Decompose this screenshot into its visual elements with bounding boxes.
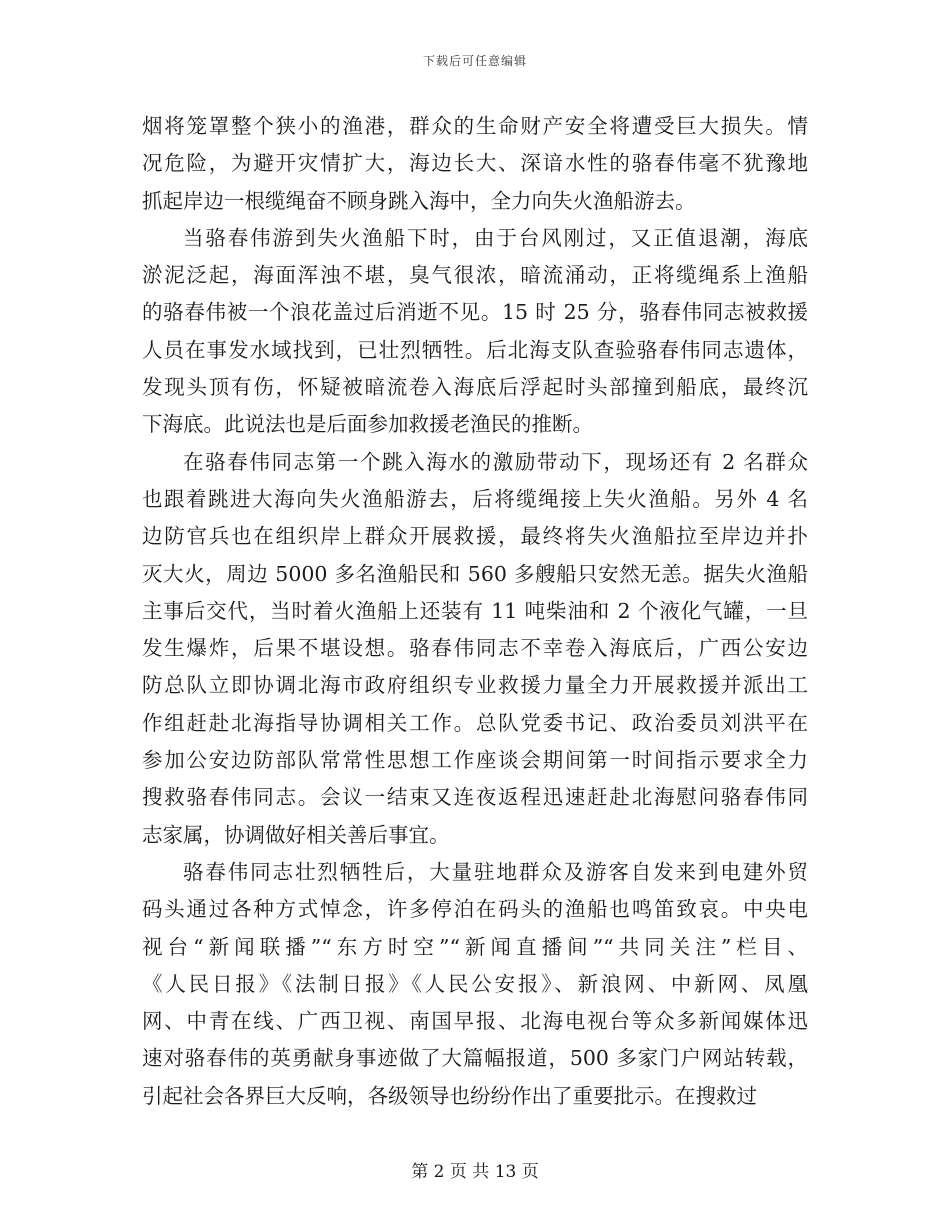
document-body <box>142 108 808 1115</box>
text-line: 《人民日报》《法制日报》《人民公安报》、新浪网、中新网、凤凰 <box>142 971 808 996</box>
paragraph <box>142 444 808 854</box>
text-line: 作组赶赴北海指导协调相关工作。总队党委书记、政治委员刘洪平在 <box>142 710 808 735</box>
text-line: 淤泥泛起，海面浑浊不堪，臭气很浓，暗流涌动，正将缆绳系上渔船 <box>142 263 808 288</box>
text-line: 况危险，为避开灾情扩大，海边长大、深谙水性的骆春伟毫不犹豫地 <box>142 151 808 176</box>
paragraph <box>142 220 808 444</box>
text-line: 抓起岸边一根缆绳奋不顾身跳入海中，全力向失火渔船游去。 <box>142 188 696 213</box>
text-line: 人员在事发水域找到，已壮烈牺牲。后北海支队查验骆春伟同志遗体， <box>142 337 808 362</box>
text-line: 引起社会各界巨大反响，各级领导也纷纷作出了重要批示。在搜救过 <box>142 1083 757 1108</box>
text-line: 在骆春伟同志第一个跳入海水的激励带动下，现场还有 2 名群众 <box>183 449 808 474</box>
text-line: 灭大火，周边 5000 多名渔船民和 560 多艘船只安然无恙。据失火渔船 <box>142 561 808 586</box>
page-header: 下载后可任意编辑 <box>422 54 527 68</box>
text-line: 参加公安边防部队常常性思想工作座谈会期间第一时间指示要求全力 <box>142 748 808 773</box>
text-line: 的骆春伟被一个浪花盖过后消逝不见。15 时 25 分，骆春伟同志被救援 <box>142 300 808 325</box>
text-line: 骆春伟同志壮烈牺牲后，大量驻地群众及游客自发来到电建外贸 <box>183 859 808 884</box>
text-line: 码头通过各种方式悼念，许多停泊在码头的渔船也鸣笛致哀。中央电 <box>142 897 808 922</box>
text-line: 速对骆春伟的英勇献身事迹做了大篇幅报道，500 多家门户网站转载， <box>142 1046 808 1071</box>
text-line: 当骆春伟游到失火渔船下时，由于台风刚过，又正值退潮，海底 <box>183 225 808 250</box>
page-footer: 第 2 页 共 13 页 <box>411 1162 539 1182</box>
text-line: 烟将笼罩整个狭小的渔港，群众的生命财产安全将遭受巨大损失。情 <box>142 114 808 138</box>
text-line: 边防官兵也在组织岸上群众开展救援，最终将失火渔船拉至岸边并扑 <box>142 524 808 549</box>
text-line: 搜救骆春伟同志。会议一结束又连夜返程迅速赶赴北海慰问骆春伟同 <box>142 785 808 810</box>
text-line: 志家属，协调做好相关善后事宜。 <box>142 822 450 847</box>
text-line: 发生爆炸，后果不堪设想。骆春伟同志不幸卷入海底后，广西公安边 <box>142 636 808 661</box>
paragraph <box>142 854 808 1115</box>
paragraph <box>142 108 808 220</box>
text-line: 视台“新闻联播”“东方时空”“新闻直播间”“共同关注”栏目、 <box>142 934 808 959</box>
text-line: 防总队立即协调北海市政府组织专业救援力量全力开展救援并派出工 <box>142 673 808 698</box>
text-line: 发现头顶有伤，怀疑被暗流卷入海底后浮起时头部撞到船底，最终沉 <box>142 375 808 400</box>
text-line: 下海底。此说法也是后面参加救援老渔民的推断。 <box>142 412 593 437</box>
text-line: 网、中青在线、广西卫视、南国早报、北海电视台等众多新闻媒体迅 <box>142 1009 808 1034</box>
text-line: 主事后交代，当时着火渔船上还装有 11 吨柴油和 2 个液化气罐，一旦 <box>142 598 808 623</box>
text-line: 也跟着跳进大海向失火渔船游去，后将缆绳接上失火渔船。另外 4 名 <box>142 486 808 511</box>
